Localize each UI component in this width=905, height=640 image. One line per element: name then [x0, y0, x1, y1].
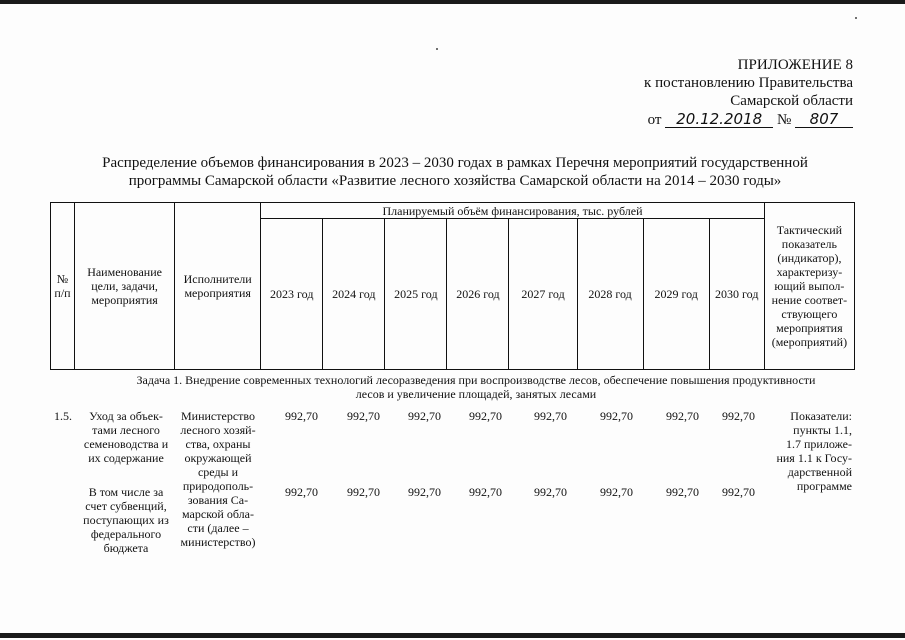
value-2023: 992,70	[285, 409, 318, 423]
subitem-name-line: федерального	[90, 527, 162, 541]
indicator-line: дарственной	[787, 465, 852, 479]
executor-line: Министерство	[181, 409, 255, 423]
executor-line: среды и	[197, 465, 239, 479]
indicator-line: Показатели:	[790, 409, 852, 423]
value-2026: 992,70	[469, 409, 502, 423]
subitem-value-2024: 992,70	[347, 485, 380, 499]
measure-name-line: тами лесного	[92, 423, 160, 437]
header-year: 2027 год	[509, 219, 577, 370]
value-2028: 992,70	[600, 409, 633, 423]
subitem-value-2029: 992,70	[666, 485, 699, 499]
subitem-value-2028: 992,70	[600, 485, 633, 499]
row-number: 1.5.	[54, 409, 72, 423]
measure-name-line: семеноводства и	[83, 437, 169, 451]
indicator-line: пункты 1.1,	[793, 423, 852, 437]
header-year: 2030 год	[709, 219, 764, 370]
measure-name-line: Уход за объек-	[89, 409, 163, 423]
subitem-value-2030: 992,70	[722, 485, 755, 499]
header-year: 2028 год	[577, 219, 643, 370]
executor-line: министерство)	[180, 535, 256, 549]
appendix-reference: к постановлению Правительства	[644, 75, 853, 91]
value-2027: 992,70	[534, 409, 567, 423]
from-label: от	[647, 112, 662, 128]
header-executors: Исполнители мероприятия	[175, 203, 261, 370]
document-title	[60, 154, 850, 190]
scan-speck	[436, 48, 438, 50]
handwritten-date: 20.12.2018	[665, 111, 773, 128]
appendix-title: ПРИЛОЖЕНИЕ 8	[737, 57, 853, 73]
indicator-line: 1.7 приложе-	[786, 437, 852, 451]
task-line-2: лесов и увеличение площадей, занятых лесами	[355, 387, 597, 401]
subitem-value-2025: 992,70	[408, 485, 441, 499]
executor-name	[175, 409, 261, 549]
task-heading	[96, 373, 856, 401]
header-indicator: Тактический показатель (индикатор), характеризу-ющий выпол-нение соответ-ствующего мероприятия (мероприятий)	[764, 203, 854, 370]
appendix-header	[644, 56, 853, 129]
number-label: №	[776, 112, 792, 128]
executor-line: окружающей	[184, 451, 252, 465]
subitem-name-line: бюджета	[103, 541, 149, 555]
subitem-name-line: В том числе за	[88, 485, 164, 499]
subitem-value-2023: 992,70	[285, 485, 318, 499]
subitem-value-2027: 992,70	[534, 485, 567, 499]
executor-line: лесного хозяй-	[180, 423, 256, 437]
value-2024: 992,70	[347, 409, 380, 423]
header-name: Наименование цели, задачи, мероприятия	[75, 203, 175, 370]
title-line-2: программы Самарской области «Развитие лесного хозяйства Самарской области на 2014 – 2030 годы»	[128, 173, 782, 189]
header-year: 2029 год	[643, 219, 709, 370]
subitem-name-line: счет субвенций,	[85, 499, 167, 513]
title-line-1: Распределение объемов финансирования в 2023 – 2030 годах в рамках Перечня мероприятий государственной	[102, 155, 808, 171]
indicator-line: ния 1.1 к Госу-	[776, 451, 852, 465]
indicator-line: программе	[796, 479, 852, 493]
executor-line: природополь-	[182, 479, 254, 493]
handwritten-number: 807	[795, 111, 853, 128]
financing-table	[50, 202, 855, 370]
task-line-1: Задача 1. Внедрение современных технологий лесоразведения при воспроизводстве лесов, обеспечение повышения продуктивности	[136, 373, 816, 387]
header-number: № п/п	[51, 203, 75, 370]
executor-line: ства, охраны	[185, 437, 251, 451]
executor-line: сти (далее –	[187, 521, 249, 535]
header-year: 2025 год	[385, 219, 447, 370]
measure-name-line: их содержание	[88, 451, 164, 465]
subitem-name	[78, 485, 174, 555]
scan-edge-bottom	[0, 633, 905, 638]
subitem-name-line: поступающих из	[83, 513, 169, 527]
header-planned-financing: Планируемый объём финансирования, тыс. рублей	[261, 203, 765, 219]
header-year: 2026 год	[447, 219, 509, 370]
executor-line: зования Са-	[187, 493, 249, 507]
indicator-text	[764, 409, 852, 493]
subitem-value-2026: 992,70	[469, 485, 502, 499]
scan-edge-top	[0, 0, 905, 4]
header-year: 2023 год	[261, 219, 323, 370]
value-2030: 992,70	[722, 409, 755, 423]
executor-line: марской обла-	[182, 507, 254, 521]
value-2025: 992,70	[408, 409, 441, 423]
measure-name	[78, 409, 174, 465]
appendix-region: Самарской области	[730, 93, 853, 109]
scan-speck	[855, 17, 857, 19]
value-2029: 992,70	[666, 409, 699, 423]
decree-date-number	[644, 111, 853, 129]
header-year: 2024 год	[323, 219, 385, 370]
